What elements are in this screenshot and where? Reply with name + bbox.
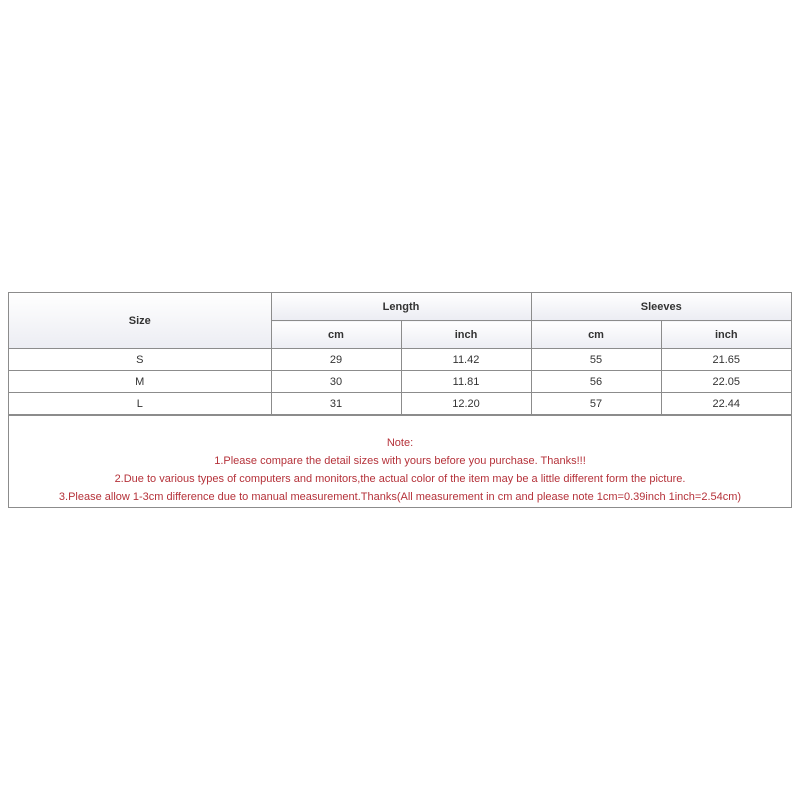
sleeves-inch-cell: 22.44 xyxy=(661,393,791,415)
size-chart xyxy=(8,292,792,508)
sleeves-inch-cell: 22.05 xyxy=(661,371,791,393)
length-inch-cell: 11.42 xyxy=(401,349,531,371)
length-cm-cell: 29 xyxy=(271,349,401,371)
size-cell: L xyxy=(9,393,271,415)
length-header: Length xyxy=(271,293,531,321)
table-row xyxy=(9,393,791,415)
notes-section xyxy=(9,415,791,507)
length-inch-header: inch xyxy=(401,321,531,349)
notes-title: Note: xyxy=(386,437,414,449)
size-cell: M xyxy=(9,371,271,393)
size-cell: S xyxy=(9,349,271,371)
size-header: Size xyxy=(9,293,271,349)
length-cm-cell: 30 xyxy=(271,371,401,393)
table-row xyxy=(9,349,791,371)
sleeves-cm-cell: 57 xyxy=(531,393,661,415)
sleeves-header: Sleeves xyxy=(531,293,791,321)
length-inch-cell: 11.81 xyxy=(401,371,531,393)
table-row xyxy=(9,371,791,393)
sleeves-cm-cell: 56 xyxy=(531,371,661,393)
sleeves-inch-header: inch xyxy=(661,321,791,349)
header-row-groups xyxy=(9,293,791,321)
sleeves-inch-cell: 21.65 xyxy=(661,349,791,371)
note-line-1: 1.Please compare the detail sizes with yours before you purchase. Thanks!!! xyxy=(214,455,586,467)
length-inch-cell: 12.20 xyxy=(401,393,531,415)
sleeves-cm-cell: 55 xyxy=(531,349,661,371)
note-line-3: 3.Please allow 1-3cm difference due to manual measurement.Thanks(All measurement in cm and please note 1cm=0.39inch 1inch=2.54cm) xyxy=(58,491,742,503)
size-table xyxy=(9,293,791,415)
length-cm-cell: 31 xyxy=(271,393,401,415)
sleeves-cm-header: cm xyxy=(531,321,661,349)
note-line-2: 2.Due to various types of computers and monitors,the actual color of the item may be a little different form the picture. xyxy=(114,473,686,485)
length-cm-header: cm xyxy=(271,321,401,349)
